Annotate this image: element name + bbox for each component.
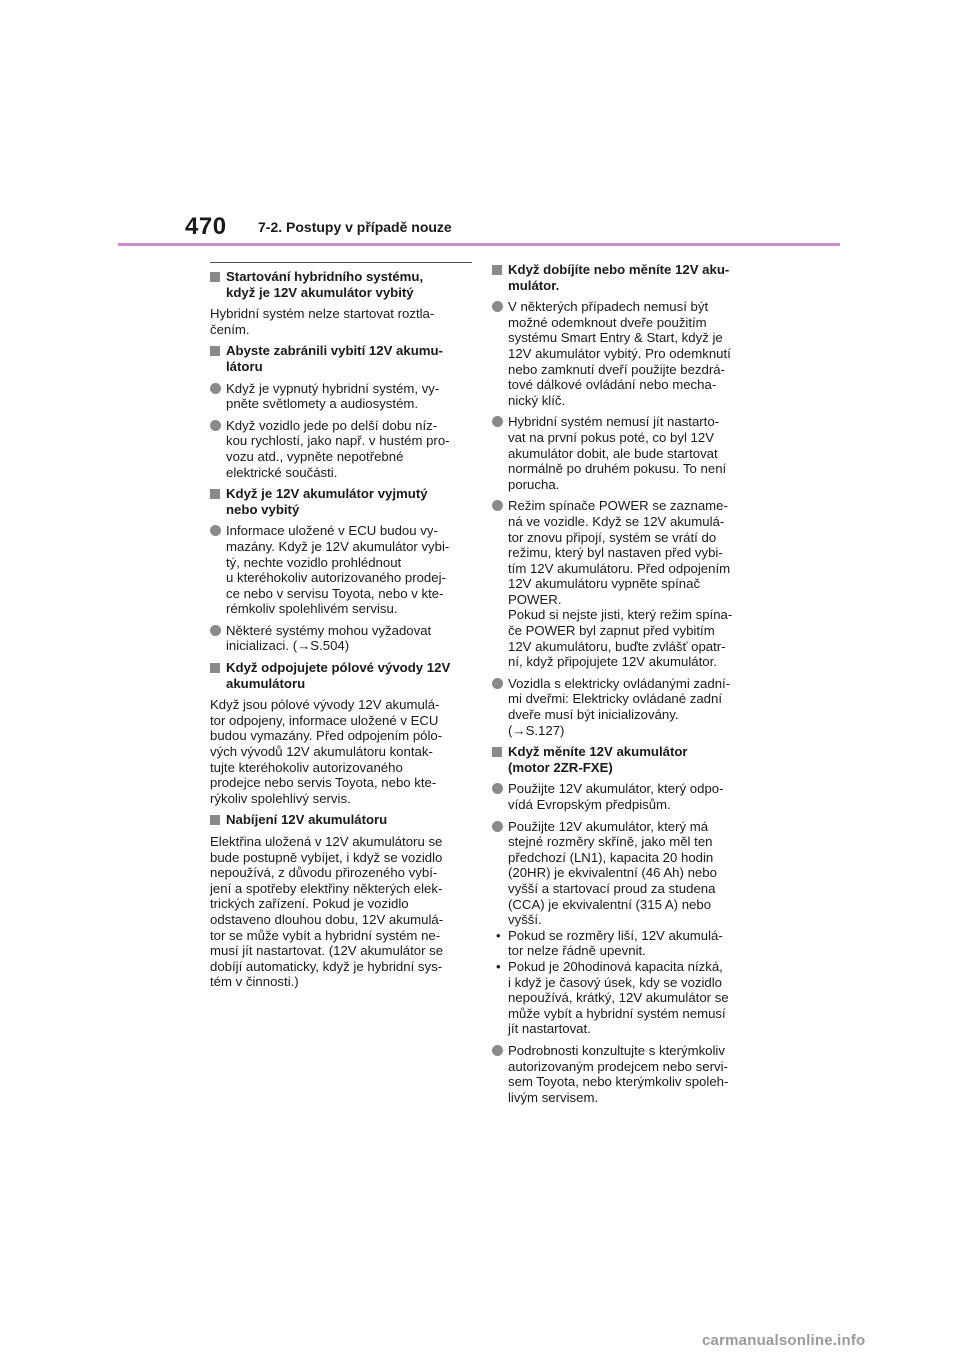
bullet-item: Použijte 12V akumulátor, který odpo- vídá Evropským předpisům. <box>492 781 754 812</box>
square-bullet-icon <box>210 489 220 499</box>
page-reference: inicializaci. (→S.504) <box>226 638 350 654</box>
circle-bullet-icon <box>210 383 221 394</box>
heading-starting-hybrid: Startování hybridního systému, když je 12V akumulátor vybitý <box>210 269 472 300</box>
sub-bullet-marker: • <box>496 927 501 943</box>
circle-bullet-icon <box>210 525 221 536</box>
paragraph-terminals: Když jsou pólové vývody 12V akumulá- tor odpojeny, informace uložené v ECU budou vymazány. Před odpojením pólo- vých vývodů 12V akumulátoru kontak- tujte kteréhokoliv autorizovaného prodejce nebo servis Toyota, nebo kte- rýkoliv spolehlivý servis. <box>210 697 443 806</box>
heading-charging: Nabíjení 12V akumulátoru <box>210 812 472 828</box>
bullet-item: Použijte 12V akumulátor, který má stejné rozměry skříně, jako měl ten předchozí (LN1), kapacita 20 hodin (20HR) je ekvivalentní (46 Ah) nebo vyšší a startovací proud za studena (CCA) je ekvivalentní (315 A) nebo vyšší. <box>492 819 754 928</box>
right-column <box>492 262 754 1111</box>
page-reference: (→S.127) <box>508 722 565 738</box>
square-bullet-icon <box>492 747 502 757</box>
watermark: carmanualsonline.info <box>702 1332 866 1349</box>
left-column <box>210 262 472 996</box>
circle-bullet-icon <box>210 625 221 636</box>
square-bullet-icon <box>210 663 220 673</box>
heading-disconnecting-terminals: Když odpojujete pólové vývody 12V akumulátoru <box>210 660 472 691</box>
square-bullet-icon <box>210 272 220 282</box>
circle-bullet-icon <box>492 301 503 312</box>
circle-bullet-icon <box>492 783 503 794</box>
bullet-item: Hybridní systém nemusí jít nastarto- vat na první pokus poté, co byl 12V akumulátor dobit, ale bude startovat normálně po druhém pokusu. To není porucha. <box>492 414 754 492</box>
square-bullet-icon <box>210 346 220 356</box>
bullet-item: Podrobnosti konzultujte s kterýmkoliv autorizovaným prodejcem nebo servi- sem Toyota, nebo kterýmkoliv spoleh- livým servisem. <box>492 1043 754 1105</box>
square-bullet-icon <box>210 815 220 825</box>
sub-bullet-marker: • <box>496 958 501 974</box>
header-divider <box>118 243 840 246</box>
bullet-item: Některé systémy mohou vyžadovat inicializaci. (→S.504) <box>210 623 472 654</box>
circle-bullet-icon <box>492 500 503 511</box>
square-bullet-icon <box>492 265 502 275</box>
bullet-item: Když vozidlo jede po delší dobu níz- kou rychlostí, jako např. v hustém pro- vozu atd., vypněte nepotřebné elektrické součásti. <box>210 418 472 480</box>
sub-bullet-item: • Pokud se rozměry liší, 12V akumulá- tor nelze řádně upevnit. <box>496 927 723 959</box>
paragraph-charging: Elektřina uložená v 12V akumulátoru se bude postupně vybíjet, i když se vozidlo nepoužívá, z důvodu přirozeného vybí- jení a spotřeby elektřiny některých elek- trických zařízení. Pokud je vozidlo odstaveno dlouhou dobu, 12V akumulá- tor se může vybít a hybridní systém ne- musí jít nastartovat. (12V akumulátor se dobíjí automaticky, když je hybridní sys- tém v činnosti.) <box>210 834 444 990</box>
bullet-item: Vozidla s elektricky ovládanými zadní- mi dveřmi: Elektricky ovládané zadní dveře musí být inicializovány. (→S.127) <box>492 676 754 738</box>
bullet-item: Když je vypnutý hybridní systém, vy- pněte světlomety a audiosystém. <box>210 381 472 412</box>
heading-prevent-discharge: Abyste zabránili vybití 12V akumu- látoru <box>210 343 472 374</box>
circle-bullet-icon <box>492 821 503 832</box>
page-number: 470 <box>185 213 227 240</box>
heading-battery-removed: Když je 12V akumulátor vyjmutý nebo vybitý <box>210 486 472 517</box>
heading-replacing-battery: Když měníte 12V akumulátor (motor 2ZR-FXE) <box>492 744 754 775</box>
bullet-item: V některých případech nemusí být možné odemknout dveře použitím systému Smart Entry & Start, když je 12V akumulátor vybitý. Pro odemknutí nebo zamknutí dveří použijte bezdrá- tové dálkové ovládání nebo mecha- nický klíč. <box>492 299 754 408</box>
paragraph-no-push-start: Hybridní systém nelze startovat roztla- čením. <box>210 306 435 337</box>
circle-bullet-icon <box>492 1045 503 1056</box>
bullet-item: Informace uložené v ECU budou vy- mazány. Když je 12V akumulátor vybi- tý, nechte vozidlo prohlédnout u kteréhokoliv autorizovaného prodej- ce nebo v servisu Toyota, nebo v kte- rémkoliv spolehlivém servisu. <box>210 523 472 617</box>
circle-bullet-icon <box>492 678 503 689</box>
bullet-item: Režim spínače POWER se zazname- ná ve vozidle. Když se 12V akumulá- tor znovu připojí, systém se vrátí do režimu, který byl nastaven před vybi- tím 12V akumulátoru. Před odpojením 12V akumulátoru vypněte spínač POWER. Pokud si nejste jisti, který režim spína- če POWER byl zapnut před vybitím 12V akumulátoru, buďte zvlášť opatr- ní, když připojujete 12V akumulátor. <box>492 498 754 670</box>
heading-recharging-replacing: Když dobíjíte nebo měníte 12V aku- mulátor. <box>492 262 754 293</box>
circle-bullet-icon <box>492 416 503 427</box>
sub-bullet-item: • Pokud je 20hodinová kapacita nízká, i když je časový úsek, kdy se vozidlo nepoužívá, krátký, 12V akumulátor se může vybít a hybridní systém nemusí jít nastartovat. <box>496 958 729 1037</box>
section-top-rule <box>210 262 472 263</box>
section-title: 7-2. Postupy v případě nouze <box>258 219 452 235</box>
circle-bullet-icon <box>210 420 221 431</box>
